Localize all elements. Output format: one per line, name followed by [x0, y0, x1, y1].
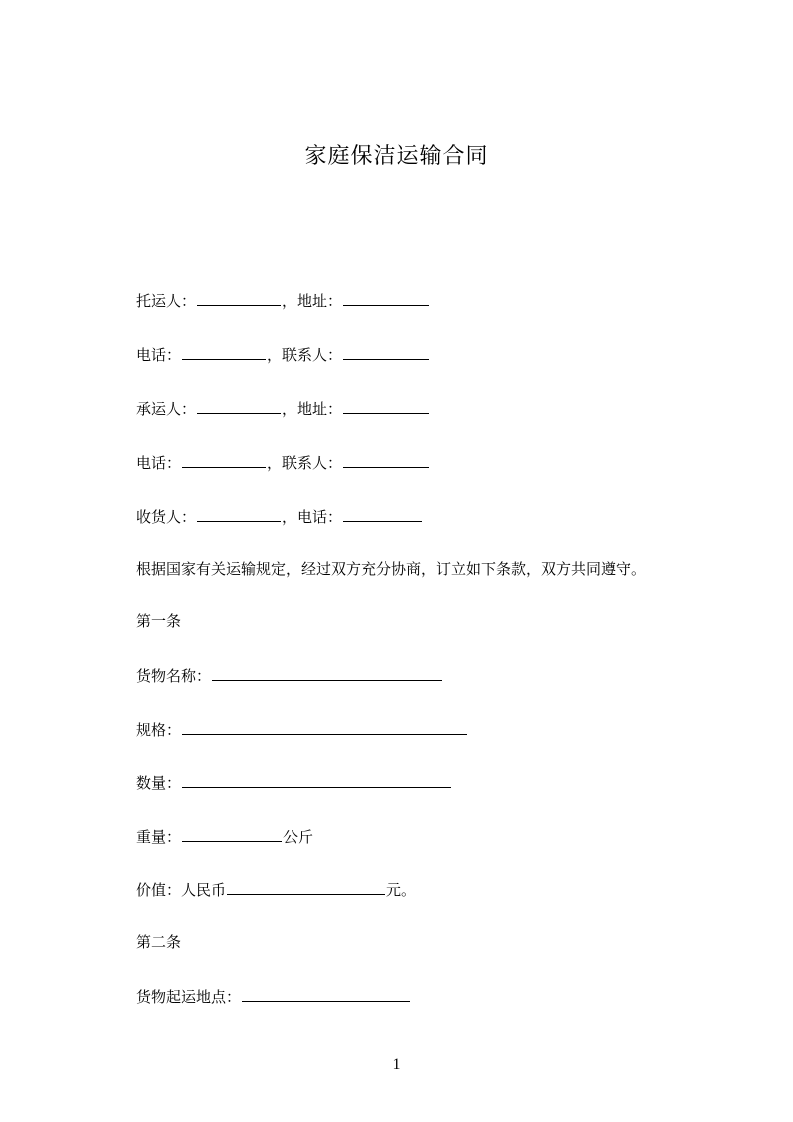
article-1-heading: 第一条	[136, 612, 182, 630]
consignee-phone-label: ，电话：	[282, 508, 343, 526]
shipper-phone-blank[interactable]	[182, 343, 266, 360]
consignee-name-blank[interactable]	[197, 505, 281, 522]
weight-label: 重量：	[136, 828, 182, 846]
goods-name-blank[interactable]	[212, 664, 442, 681]
quantity-line	[136, 771, 452, 794]
document-title: 家庭保洁运输合同	[304, 144, 489, 169]
shipper-line	[136, 289, 430, 312]
shipper-contact-blank[interactable]	[343, 343, 429, 360]
value-label: 价值：人民币	[136, 881, 227, 899]
carrier-address-label: ，地址：	[282, 400, 343, 418]
weight-unit: 公斤	[283, 828, 314, 846]
shipper-contact-label: ，联系人：	[267, 346, 343, 364]
value-line	[136, 878, 416, 901]
carrier-contact-label: ，联系人：	[267, 454, 343, 472]
quantity-label: 数量：	[136, 774, 182, 792]
spec-line	[136, 718, 468, 741]
spec-label: 规格：	[136, 721, 182, 739]
shipper-name-blank[interactable]	[197, 289, 281, 306]
origin-line	[136, 985, 411, 1008]
goods-name-line	[136, 664, 443, 687]
weight-line	[136, 825, 313, 848]
preamble-paragraph: 根据国家有关运输规定，经过双方充分协商，订立如下条款，双方共同遵守。	[136, 560, 647, 578]
value-unit: 元。	[386, 881, 417, 899]
carrier-contact-line	[136, 451, 430, 474]
shipper-address-label: ，地址：	[282, 292, 343, 310]
shipper-address-blank[interactable]	[343, 289, 429, 306]
origin-label: 货物起运地点：	[136, 988, 242, 1006]
carrier-name-blank[interactable]	[197, 397, 281, 414]
shipper-label: 托运人：	[136, 292, 197, 310]
shipper-phone-label: 电话：	[136, 346, 182, 364]
carrier-contact-blank[interactable]	[343, 451, 429, 468]
carrier-address-blank[interactable]	[343, 397, 429, 414]
consignee-label: 收货人：	[136, 508, 197, 526]
carrier-phone-label: 电话：	[136, 454, 182, 472]
value-blank[interactable]	[227, 878, 385, 895]
carrier-phone-blank[interactable]	[182, 451, 266, 468]
goods-name-label: 货物名称：	[136, 667, 212, 685]
quantity-blank[interactable]	[182, 771, 451, 788]
page-number: 1	[392, 1056, 401, 1073]
shipper-contact-line	[136, 343, 430, 366]
carrier-label: 承运人：	[136, 400, 197, 418]
consignee-phone-blank[interactable]	[343, 505, 422, 522]
weight-blank[interactable]	[182, 825, 282, 842]
carrier-line	[136, 397, 430, 420]
article-2-heading: 第二条	[136, 933, 182, 951]
spec-blank[interactable]	[182, 718, 467, 735]
consignee-line	[136, 505, 423, 528]
origin-blank[interactable]	[242, 985, 410, 1002]
